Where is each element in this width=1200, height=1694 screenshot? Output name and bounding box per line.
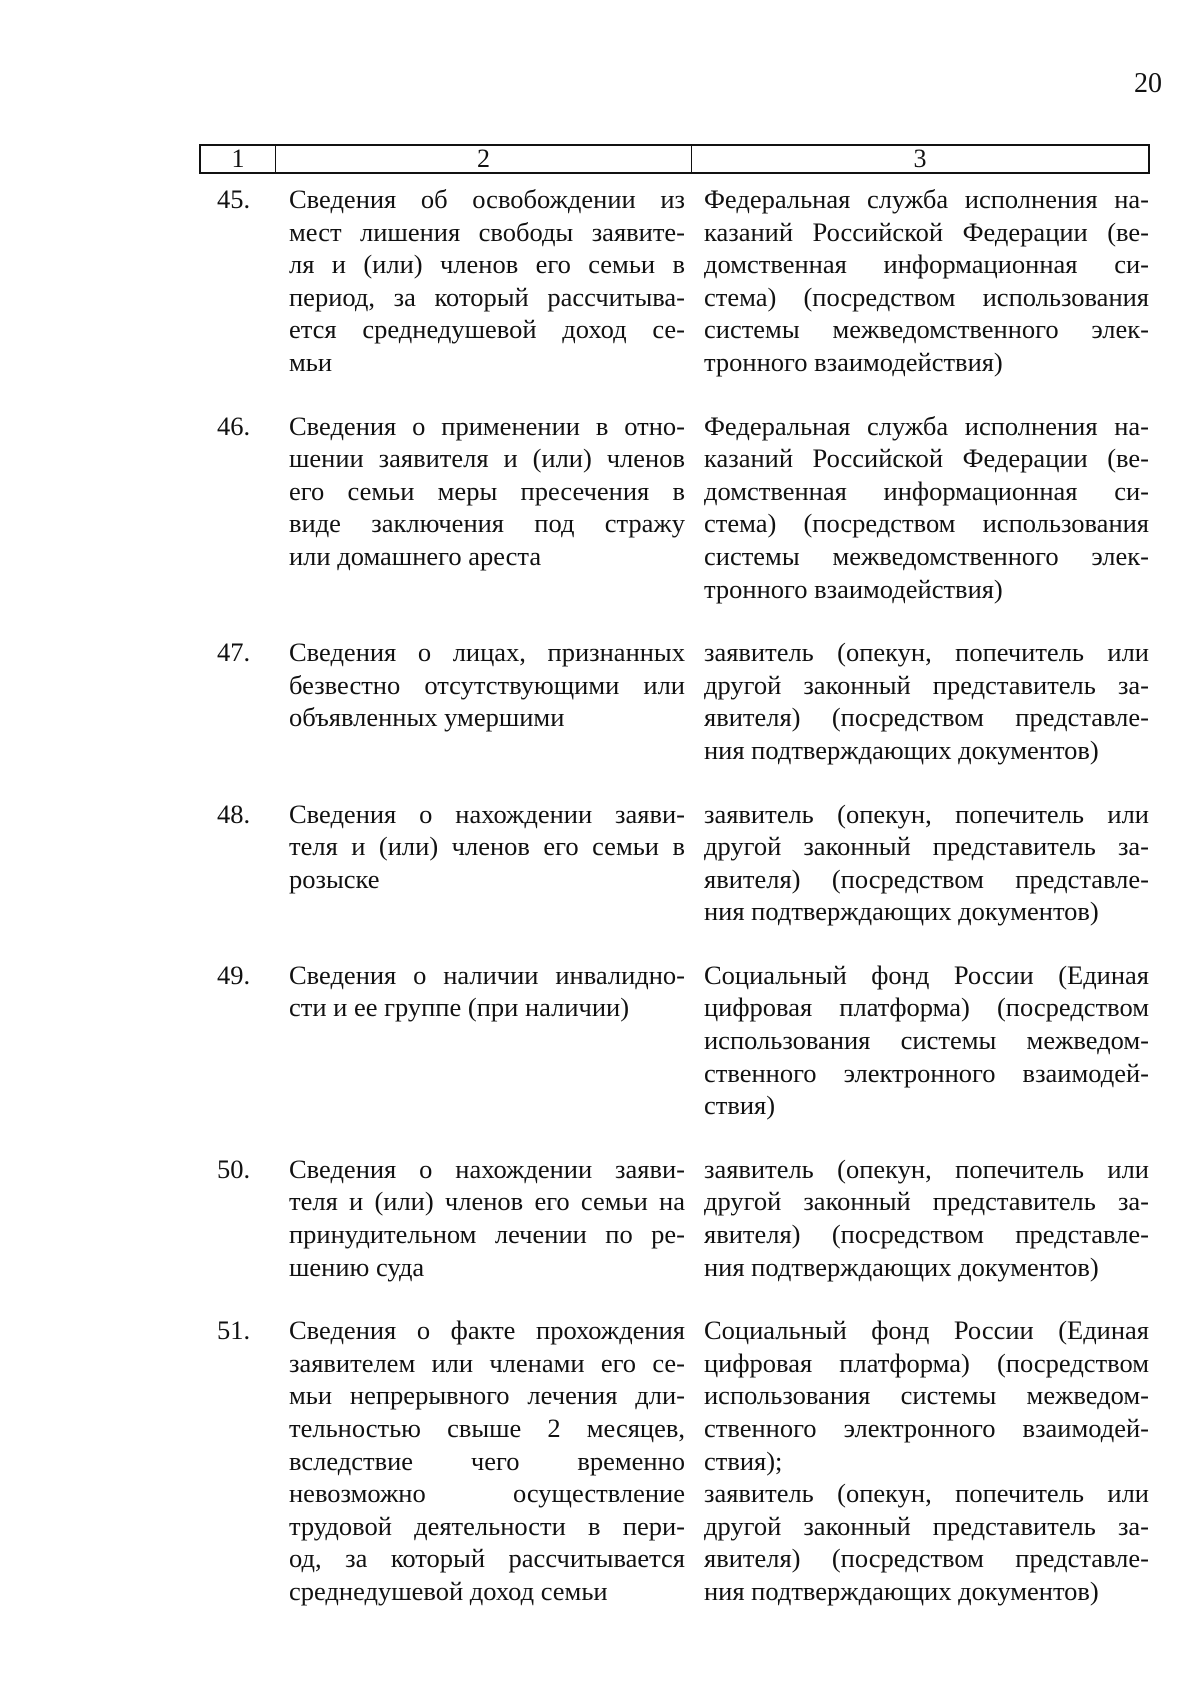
info-line: Сведения о наличии инвалидно- (289, 959, 685, 990)
source-line: явителя) (посредством представле- (704, 1543, 1149, 1574)
info-line: заявителем или членами его се- (289, 1347, 685, 1378)
info-line: невозможно осуществление (289, 1478, 685, 1509)
info-description (289, 410, 685, 606)
info-description (289, 1314, 685, 1607)
table-row (0, 959, 1200, 1122)
info-source (704, 410, 1149, 606)
info-description (289, 1153, 685, 1283)
info-line: или домашнего ареста (289, 540, 542, 571)
source-line: ствия); (704, 1445, 783, 1476)
info-line: мьи (289, 346, 333, 377)
info-line: мест лишения свободы заявите- (289, 216, 685, 247)
row-number: 45. (217, 184, 251, 214)
info-source (704, 1314, 1149, 1607)
header-col-3: 3 (913, 144, 927, 173)
source-line: заявитель (опекун, попечитель или (704, 1153, 1149, 1184)
info-line: шении заявителя и (или) членов (289, 443, 685, 474)
source-line: казаний Российской Федерации (ве- (704, 216, 1149, 247)
info-line: период, за который рассчитыва- (289, 281, 685, 312)
info-line: Сведения о нахождении заяви- (289, 1153, 685, 1184)
source-line: другой законный представитель за- (704, 669, 1149, 700)
row-number: 47. (217, 637, 251, 668)
info-source (704, 636, 1149, 766)
table-header (199, 144, 1150, 174)
source-line: использования системы межведом- (704, 1025, 1149, 1056)
info-line: ля и (или) членов его семьи в (289, 249, 685, 280)
info-source (704, 1153, 1149, 1283)
info-line: Сведения о факте прохождения (289, 1315, 685, 1346)
table-row (0, 183, 1200, 379)
source-line: другой законный представитель за- (704, 1510, 1149, 1541)
info-line: виде заключения под стражу (289, 508, 685, 539)
source-line: тронного взаимодействия) (704, 346, 1003, 377)
source-line: цифровая платформа) (посредством (704, 992, 1149, 1023)
info-line: ется среднедушевой доход се- (289, 314, 685, 345)
page-number: 20 (1134, 68, 1162, 99)
info-line: теля и (или) членов его семьи в (289, 831, 685, 862)
info-line: его семьи меры пресечения в (289, 475, 685, 506)
info-line: Сведения об освобождении из (289, 184, 685, 214)
source-line: ственного электронного взаимодей- (704, 1057, 1149, 1088)
table-row (0, 1314, 1200, 1607)
source-line: домственная информационная си- (704, 475, 1149, 506)
info-line: Сведения о лицах, признанных (289, 637, 685, 668)
info-line: теля и (или) членов его семьи на (289, 1186, 685, 1217)
info-line: трудовой деятельности в пери- (289, 1510, 685, 1541)
source-line: Социальный фонд России (Единая (704, 959, 1149, 990)
source-line: явителя) (посредством представле- (704, 863, 1149, 894)
source-line: домственная информационная си- (704, 249, 1149, 280)
source-line: заявитель (опекун, попечитель или (704, 1478, 1149, 1509)
source-line: ственного электронного взаимодей- (704, 1413, 1149, 1443)
info-description (289, 798, 685, 928)
table-body (0, 183, 1200, 1608)
row-number: 49. (217, 959, 251, 990)
row-number: 50. (217, 1153, 251, 1184)
info-line: вследствие чего временно (289, 1445, 685, 1476)
source-line: стема) (посредством использования (704, 281, 1149, 312)
info-line: сти и ее группе (при наличии) (289, 992, 630, 1023)
info-description (289, 959, 685, 1122)
info-line: среднедушевой доход семьи (289, 1575, 608, 1606)
header-col-2: 2 (276, 146, 692, 172)
source-line: Федеральная служба исполнения на- (704, 410, 1149, 441)
source-line: цифровая платформа) (посредством (704, 1347, 1149, 1378)
table-row (0, 1153, 1200, 1283)
info-line: безвестно отсутствующими или (289, 669, 685, 700)
source-line: другой законный представитель за- (704, 1186, 1149, 1217)
info-line: принудительном лечении по ре- (289, 1219, 685, 1250)
source-line: ния подтверждающих документов) (704, 1251, 1099, 1282)
info-source (704, 798, 1149, 928)
info-line: Сведения о применении в отно- (289, 410, 685, 441)
source-line: ния подтверждающих документов) (704, 1575, 1099, 1606)
source-line: использования системы межведом- (704, 1380, 1149, 1411)
info-description (289, 636, 685, 766)
info-line: мьи непрерывного лечения дли- (289, 1380, 685, 1411)
source-line: системы межведомственного элек- (704, 314, 1149, 345)
info-line: Сведения о нахождении заяви- (289, 798, 685, 829)
row-number: 46. (217, 410, 251, 441)
table-row (0, 636, 1200, 766)
table-row (0, 410, 1200, 606)
source-line: тронного взаимодействия) (704, 573, 1003, 604)
source-line: Социальный фонд России (Единая (704, 1315, 1149, 1346)
source-line: ния подтверждающих документов) (704, 734, 1099, 765)
info-source (704, 183, 1149, 379)
info-description (289, 183, 685, 379)
info-line: шению суда (289, 1251, 425, 1282)
source-line: явителя) (посредством представле- (704, 702, 1149, 733)
source-line: стема) (посредством использования (704, 508, 1149, 539)
source-line: ствия) (704, 1090, 776, 1121)
info-line: объявленных умершими (289, 702, 565, 733)
info-line: од, за который рассчитывается (289, 1543, 685, 1574)
source-line: казаний Российской Федерации (ве- (704, 443, 1149, 474)
source-line: заявитель (опекун, попечитель или (704, 798, 1149, 829)
header-col-1: 1 (201, 146, 276, 172)
source-line: другой законный представитель за- (704, 831, 1149, 862)
source-line: Федеральная служба исполнения на- (704, 184, 1149, 214)
source-line: явителя) (посредством представле- (704, 1219, 1149, 1250)
info-line: тельностью свыше 2 месяцев, (289, 1413, 685, 1443)
source-line: системы межведомственного элек- (704, 540, 1149, 571)
row-number: 48. (217, 798, 251, 829)
info-line: розыске (289, 863, 380, 894)
row-number: 51. (217, 1315, 251, 1346)
source-line: ния подтверждающих документов) (704, 896, 1099, 927)
table-row (0, 798, 1200, 928)
info-source (704, 959, 1149, 1122)
source-line: заявитель (опекун, попечитель или (704, 637, 1149, 668)
